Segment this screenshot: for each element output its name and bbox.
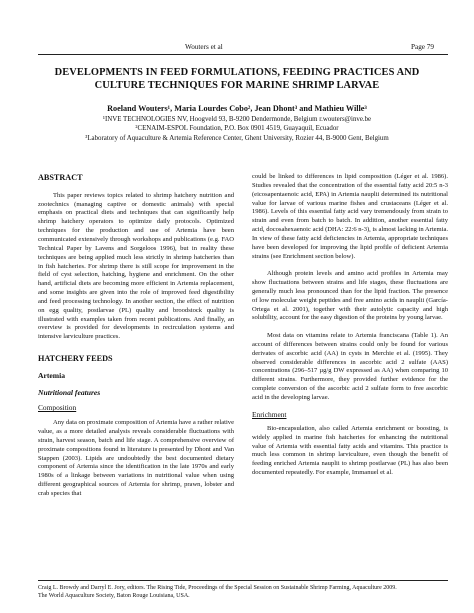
subsection-heading-artemia: Artemia bbox=[38, 371, 65, 381]
footer-rule bbox=[38, 580, 448, 581]
footer bbox=[38, 584, 448, 600]
title-line-2: CULTURE TECHNIQUES FOR MARINE SHRIMP LARVAE bbox=[94, 80, 380, 91]
affiliations bbox=[0, 115, 474, 143]
subsection-heading-composition: Composition bbox=[38, 403, 77, 413]
paper-title bbox=[0, 66, 474, 92]
running-head: Wouters et al bbox=[185, 43, 223, 51]
title-line-1: DEVELOPMENTS IN FEED FORMULATIONS, FEEDING PRACTICES AND bbox=[54, 67, 420, 78]
composition-text: Any data on proximate composition of Artemia have a rather relative value, as a more detailed analysis reveals considerable fluctuations with strain, harvest season, batch and life stage. A comprehensive overview of proximate compositions found in literature is presented by Dhont and Van Stappen (2003). Lipids are undoubtedly the best documented dietary component of Artemia since the identification in the late 1970s and early 1980s of a linkage between variations in nutritional value when using different geographical sources of Artemia for shrimp, prawn, lobster and crab species that bbox=[38, 419, 234, 497]
affiliation-3: ³Laboratory of Aquaculture & Artemia Reference Center, Ghent University, Rozier 44, B-9000 Gent, Belgium bbox=[85, 134, 389, 142]
subsection-heading-enrichment: Enrichment bbox=[252, 409, 287, 419]
right-paragraph-2: Although protein levels and amino acid profiles in Artemia may show fluctuations between strains and life stages, these fluctuations are generally much less pronounced than for the lipid fraction. The presence of low molecular weight peptides and free amino acids in nauplii (García-Ortega et al. 2001), together with their autolytic capacity and high solubility, account for the easy digestion of the proteins by young larvae. bbox=[252, 270, 448, 322]
page-number: Page 79 bbox=[411, 43, 434, 51]
header-rule bbox=[38, 54, 448, 55]
section-heading-hatchery-feeds: HATCHERY FEEDS bbox=[38, 354, 113, 364]
affiliation-2: ²CENAIM-ESPOL Foundation, P.O. Box 0901 4519, Guayaquil, Ecuador bbox=[135, 125, 339, 133]
right-paragraph-3: Most data on vitamins relate to Artemia franciscana (Table 1). An account of differences between strains could only be found for various derivates of ascorbic acid (AA) in cysts in Merchie et al. (1995). They observed considerable differences in ascorbic acid 2 sulfate (AAS) concentrations (296–517 µg/g DW expressed as AA) when comparing 10 different strains. Furthermore, they provided further evidence for the complete conversion of the ascorbic acid 2 sulfate form to free ascorbic acid in the developing larvae. bbox=[252, 332, 448, 401]
author-list: Roeland Wouters¹, Maria Lourdes Cobo², Jean Dhont³ and Mathieu Wille³ bbox=[107, 104, 367, 113]
right-paragraph-1: could be linked to differences in lipid composition (Léger et al. 1986). Studies revealed that the concentration of the essential fatty acid 20:5 n-3 (eicosapentaenoic acid, EPA) in Artemia nauplii determined its nutritional value for larvae of various marine fishes and crustaceans (Léger et al. 1986). Levels of this essential fatty acid vary tremendously from strain to strain and even from batch to batch. In addition, another essential fatty acid, docosahexaenoic acid (DHA: 22:6 n-3), is almost lacking in Artemia. In view of these fatty acid deficiencies in Artemia, appropriate techniques have been developed for improving the lipid profile of deficient Artemia strains (see Enrichment section below). bbox=[252, 173, 448, 260]
right-paragraph-4: Bio-encapsulation, also called Artemia enrichment or boosting, is widely applied in marine fish hatcheries for enhancing the nutritional value of Artemia with essential fatty acids and vitamins. This practice is much less common in shrimp larviculture, even though the benefit of feeding enriched Artemia nauplii to shrimp postlarvae (PL) has also been documented repeatedly. For example, Immanuel et al. bbox=[252, 424, 448, 477]
left-column bbox=[38, 173, 234, 499]
affiliation-1: ¹INVE TECHNOLOGIES NV, Hoogveld 93, B-9200 Dendermonde, Belgium r.wouters@inve.be bbox=[102, 116, 372, 123]
abstract-text: This paper reviews topics related to shrimp hatchery nutrition and zootechnics (managing captive or domestic animals) with special emphasis on practical diets and techniques that can significantly help shrimp hatchery operators to optimize daily protocols. Optimized techniques for the production and use of Artemia have been communicated extensively through workshops and publications (e.g. FAO Technical Paper by Lavens and Sorgeloos 1996), but in reality these techniques are being applied much less strictly in shrimp hatcheries than in fish hatcheries. For shrimp there is still scope for improvement in the field of cyst selection, hatching, hygiene and enrichment. On the other hand, artificial diets are becoming more efficient in Artemia replacement, and some insights are given into the role of improved feed digestibility and feed processing technology. In another section, the effect of nutrition on egg quality, postlarvae (PL) quality and broodstock quality is illustrated with examples taken from recent publications. And finally, an overview is provided for developments in recirculation systems and intensive larviculture practices. bbox=[38, 191, 234, 341]
footer-line-1: Craig L. Browdy and Darryl E. Jory, editors. The Rising Tide, Proceedings of the Special Session on Sustainable Shrimp Farming, Aquaculture 2009. bbox=[38, 585, 397, 591]
footer-line-2: The World Aquaculture Society, Baton Rouge Louisiana, USA. bbox=[38, 593, 190, 599]
abstract-heading: ABSTRACT bbox=[38, 173, 83, 182]
right-column bbox=[252, 173, 448, 478]
subsection-heading-nutritional-features: Nutritional features bbox=[38, 388, 101, 398]
